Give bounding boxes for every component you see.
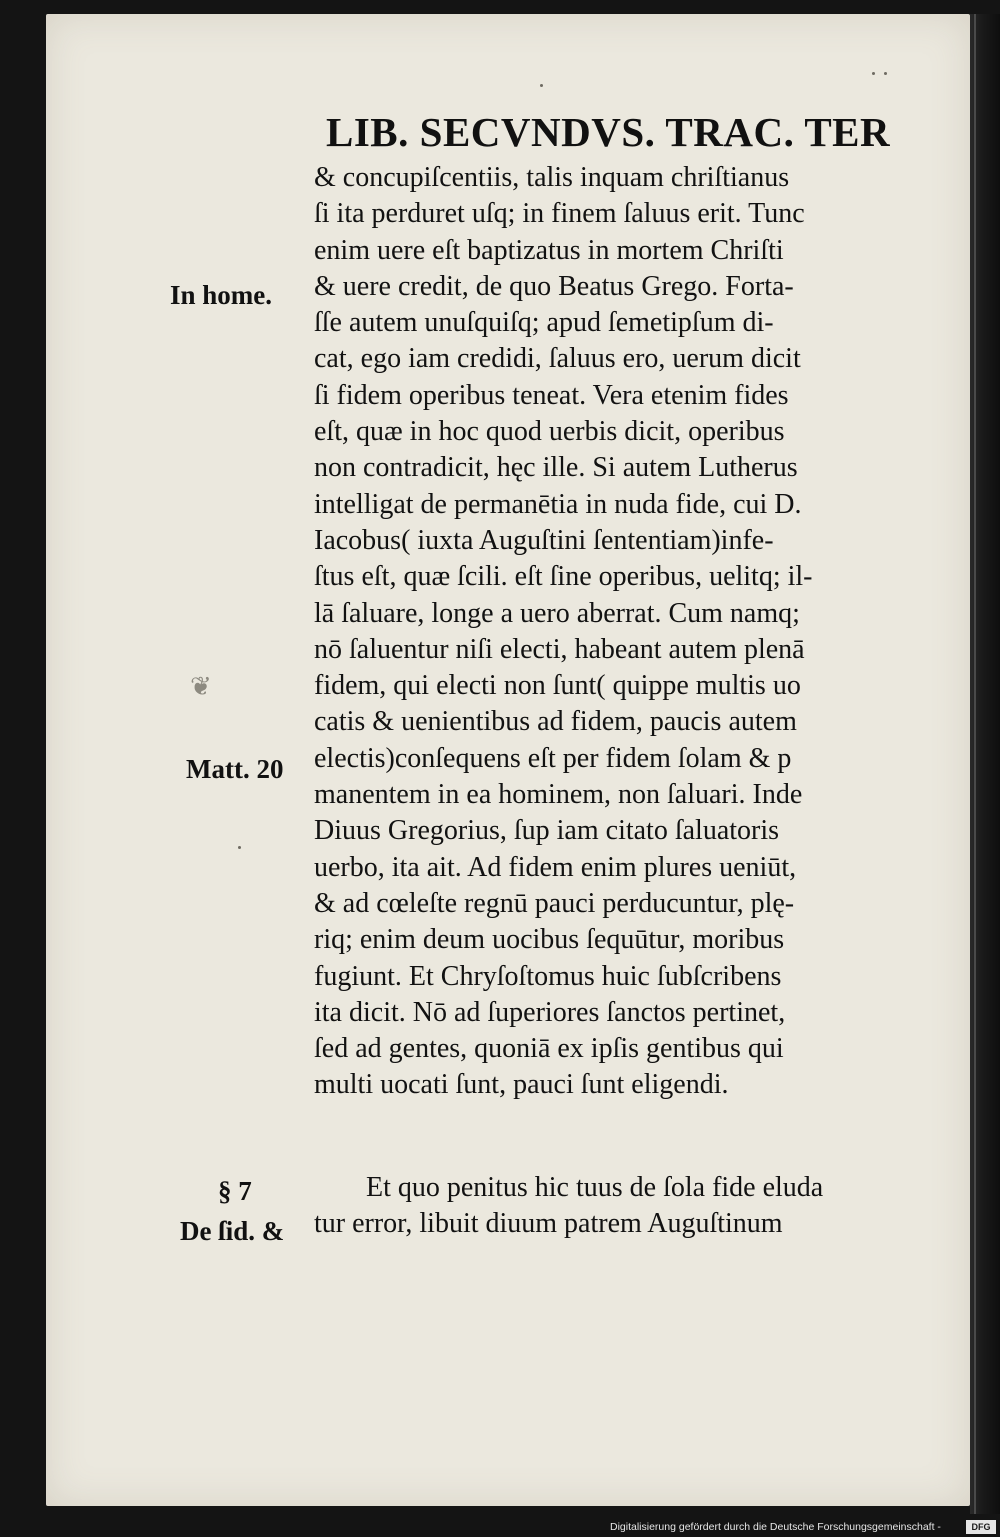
text-line: & uere credit, de quo Beatus Grego. Forta- [314,270,794,302]
text-line: fidem, qui electi non ſunt( quippe multis uo [314,670,801,702]
text-line: tur error, libuit diuum patrem Auguſtinum [314,1208,783,1240]
text-line: uerbo, ita ait. Ad fidem enim plures ueniūt, [314,851,797,883]
text-line: fugiunt. Et Chryſoſtomus huic ſubſcribens [314,960,782,992]
text-line: ſtus eſt, quæ ſcili. eſt ſine operibus, uelitq; il- [314,561,813,593]
text-line: & ad cœleſte regnū pauci perducuntur, plę- [314,887,795,919]
text-line: enim uere eſt baptizatus in mortem Chriſti [314,234,784,266]
main-text-block [314,160,954,1104]
text-line: Et quo penitus hic tuus de ſola fide eluda [366,1172,824,1203]
paper-speck [540,84,543,87]
paper-speck [884,72,887,75]
book-edge [970,14,1000,1514]
text-line: ſi ita perduret uſq; in finem ſaluus erit. Tunc [314,198,805,230]
paper-speck [872,72,875,75]
text-line: electis)conſequens eſt per fidem ſolam & p [314,742,792,774]
text-line: lā ſaluare, longe a uero aberrat. Cum namq; [314,597,800,629]
text-line: multi uocati ſunt, pauci ſunt eligendi. [314,1069,729,1101]
text-line: manentem in ea hominem, non ſaluari. Inde [314,779,803,811]
text-line: nō ſaluentur niſi electi, habeant autem plenā [314,633,805,665]
margin-note-de-fid: De ſid. & [180,1216,285,1246]
text-line: catis & uenientibus ad fidem, paucis autem [314,706,797,738]
text-line: ſſe autem unuſquiſq; apud ſemetipſum di- [314,307,774,339]
text-line: & concupiſcentiis, talis inquam chriſtianus [314,162,790,193]
text-line: cat, ego iam credidi, ſaluus ero, uerum dicit [314,343,801,375]
text-line: Diuus Gregorius, ſup iam citato ſaluatoris [314,815,780,847]
footer-credit: Digitalisierung gefördert durch die Deutsche Forschungsgemeinschaft - [610,1521,941,1533]
text-line: non contradicit, hęc ille. Si autem Lutherus [314,452,798,484]
dfg-logo: DFG [966,1520,996,1534]
text-line: eſt, quæ in hoc quod uerbis dicit, operibus [314,416,785,448]
text-line: riq; enim deum uocibus ſequūtur, moribus [314,924,785,956]
margin-note-matt: Matt. 20 [186,754,284,784]
running-header: LIB. SECVNDVS. TRAC. TER [326,109,891,155]
second-paragraph [314,1170,954,1243]
margin-note-section: § 7 [218,1176,252,1206]
text-line: ita dicit. Nō ad ſuperiores ſanctos pertinet, [314,996,786,1028]
margin-note-in-home: In home. [170,280,273,310]
faint-ornament-icon: ❦ [190,672,212,702]
paper-speck [238,846,241,849]
text-line: ſed ad gentes, quoniā ex ipſis gentibus qui [314,1033,784,1065]
text-line: ſi fidem operibus teneat. Vera etenim fides [314,379,789,411]
text-line: Iacobus( iuxta Auguſtini ſententiam)infe- [314,524,774,556]
text-line: intelligat de permanētia in nuda fide, cui D. [314,488,802,520]
